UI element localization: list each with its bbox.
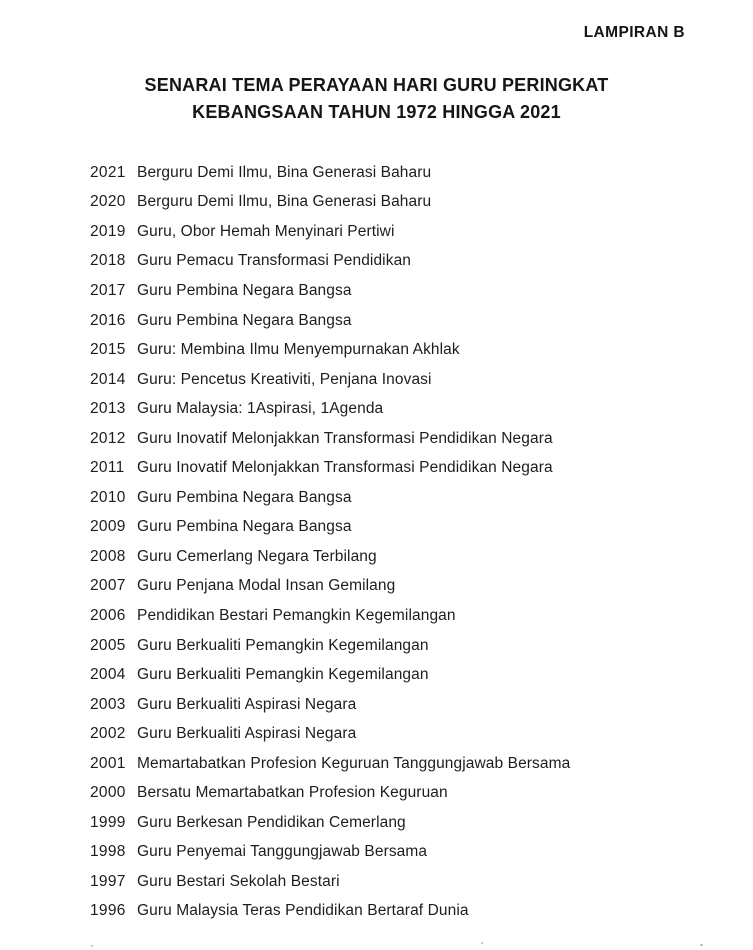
theme-year: 2003 — [90, 695, 126, 713]
theme-text: Guru: Membina Ilmu Menyempurnakan Akhlak — [137, 341, 460, 359]
theme-year: 2012 — [90, 429, 126, 447]
theme-row — [90, 690, 713, 720]
theme-text: Guru Cemerlang Negara Terbilang — [137, 547, 377, 565]
theme-text: Berguru Demi Ilmu, Bina Generasi Baharu — [137, 163, 432, 181]
theme-year: 2014 — [90, 370, 126, 388]
theme-text: Bersatu Memartabatkan Profesion Keguruan — [137, 784, 448, 802]
theme-year: 2007 — [90, 577, 126, 595]
theme-year: 2016 — [90, 311, 126, 329]
theme-row — [90, 453, 713, 483]
theme-year: 2000 — [90, 784, 126, 802]
theme-row — [90, 867, 713, 897]
theme-year: 2017 — [90, 281, 126, 299]
theme-year: 2001 — [90, 754, 126, 772]
theme-text: Guru Penyemai Tanggungjawab Bersama — [137, 843, 428, 861]
theme-text: Guru Inovatif Melonjakkan Transformasi Pendidikan Negara — [137, 459, 553, 477]
theme-row — [90, 542, 713, 572]
theme-row — [90, 158, 713, 188]
theme-year: 2002 — [90, 725, 126, 743]
theme-text: Guru Berkualiti Pemangkin Kegemilangan — [137, 636, 429, 654]
theme-year: 2015 — [90, 341, 126, 359]
theme-year: 1998 — [90, 843, 126, 861]
appendix-label: LAMPIRAN B — [583, 24, 685, 41]
theme-text: Guru Pembina Negara Bangsa — [137, 311, 352, 329]
theme-row — [90, 838, 713, 868]
theme-text: Guru Bestari Sekolah Bestari — [137, 872, 340, 890]
theme-row — [90, 306, 713, 336]
theme-text: Guru Penjana Modal Insan Gemilang — [137, 577, 396, 595]
theme-year: 1996 — [90, 902, 126, 920]
page-title-line-1: SENARAI TEMA PERAYAAN HARI GURU PERINGKAT — [144, 75, 609, 95]
theme-text: Guru Pembina Negara Bangsa — [137, 518, 352, 536]
theme-year: 2020 — [90, 193, 126, 211]
theme-row — [90, 335, 713, 365]
theme-text: Guru: Pencetus Kreativiti, Penjana Inovasi — [137, 370, 432, 388]
theme-text: Guru Pembina Negara Bangsa — [137, 281, 352, 299]
theme-year: 2009 — [90, 518, 126, 536]
theme-year: 2018 — [90, 252, 126, 270]
theme-text: Berguru Demi Ilmu, Bina Generasi Baharu — [137, 193, 432, 211]
theme-row — [90, 749, 713, 779]
theme-year: 2008 — [90, 547, 126, 565]
theme-row — [90, 897, 713, 927]
theme-row — [90, 424, 713, 454]
theme-text: Guru Berkualiti Aspirasi Negara — [137, 695, 357, 713]
theme-text: Guru Pemacu Transformasi Pendidikan — [137, 252, 412, 270]
theme-row — [90, 365, 713, 395]
theme-row — [90, 572, 713, 602]
theme-row — [90, 394, 713, 424]
theme-text: Memartabatkan Profesion Keguruan Tanggungjawab Bersama — [137, 754, 571, 772]
theme-year: 2021 — [90, 163, 126, 181]
theme-year: 2011 — [90, 459, 125, 477]
theme-year: 1999 — [90, 813, 126, 831]
theme-row — [90, 513, 713, 543]
theme-row — [90, 247, 713, 277]
theme-text: Guru Berkualiti Aspirasi Negara — [137, 725, 357, 743]
theme-year: 2006 — [90, 606, 126, 624]
theme-text: Guru Malaysia: 1Aspirasi, 1Agenda — [137, 400, 384, 418]
theme-text: Guru Inovatif Melonjakkan Transformasi Pendidikan Negara — [137, 429, 553, 447]
scan-speck — [91, 945, 93, 947]
scan-speck — [700, 944, 703, 946]
theme-year: 2005 — [90, 636, 126, 654]
page-title — [0, 72, 753, 125]
theme-text: Guru Malaysia Teras Pendidikan Bertaraf Dunia — [137, 902, 469, 920]
theme-row — [90, 631, 713, 661]
theme-row — [90, 217, 713, 247]
theme-row — [90, 778, 713, 808]
theme-year: 2013 — [90, 400, 126, 418]
theme-row — [90, 601, 713, 631]
theme-text: Guru Pembina Negara Bangsa — [137, 488, 352, 506]
theme-text: Guru Berkesan Pendidikan Cemerlang — [137, 813, 406, 831]
theme-row — [90, 188, 713, 218]
scan-speck — [481, 942, 483, 944]
theme-year: 2010 — [90, 488, 126, 506]
theme-row — [90, 276, 713, 306]
theme-year: 1997 — [90, 872, 126, 890]
theme-row — [90, 483, 713, 513]
theme-text: Pendidikan Bestari Pemangkin Kegemilangan — [137, 606, 456, 624]
theme-text: Guru Berkualiti Pemangkin Kegemilangan — [137, 666, 429, 684]
themes-list — [90, 158, 713, 926]
theme-text: Guru, Obor Hemah Menyinari Pertiwi — [137, 222, 395, 240]
theme-row — [90, 808, 713, 838]
theme-year: 2019 — [90, 222, 126, 240]
theme-row — [90, 660, 713, 690]
theme-row — [90, 719, 713, 749]
theme-year: 2004 — [90, 666, 126, 684]
page-title-line-2: KEBANGSAAN TAHUN 1972 HINGGA 2021 — [192, 101, 561, 122]
